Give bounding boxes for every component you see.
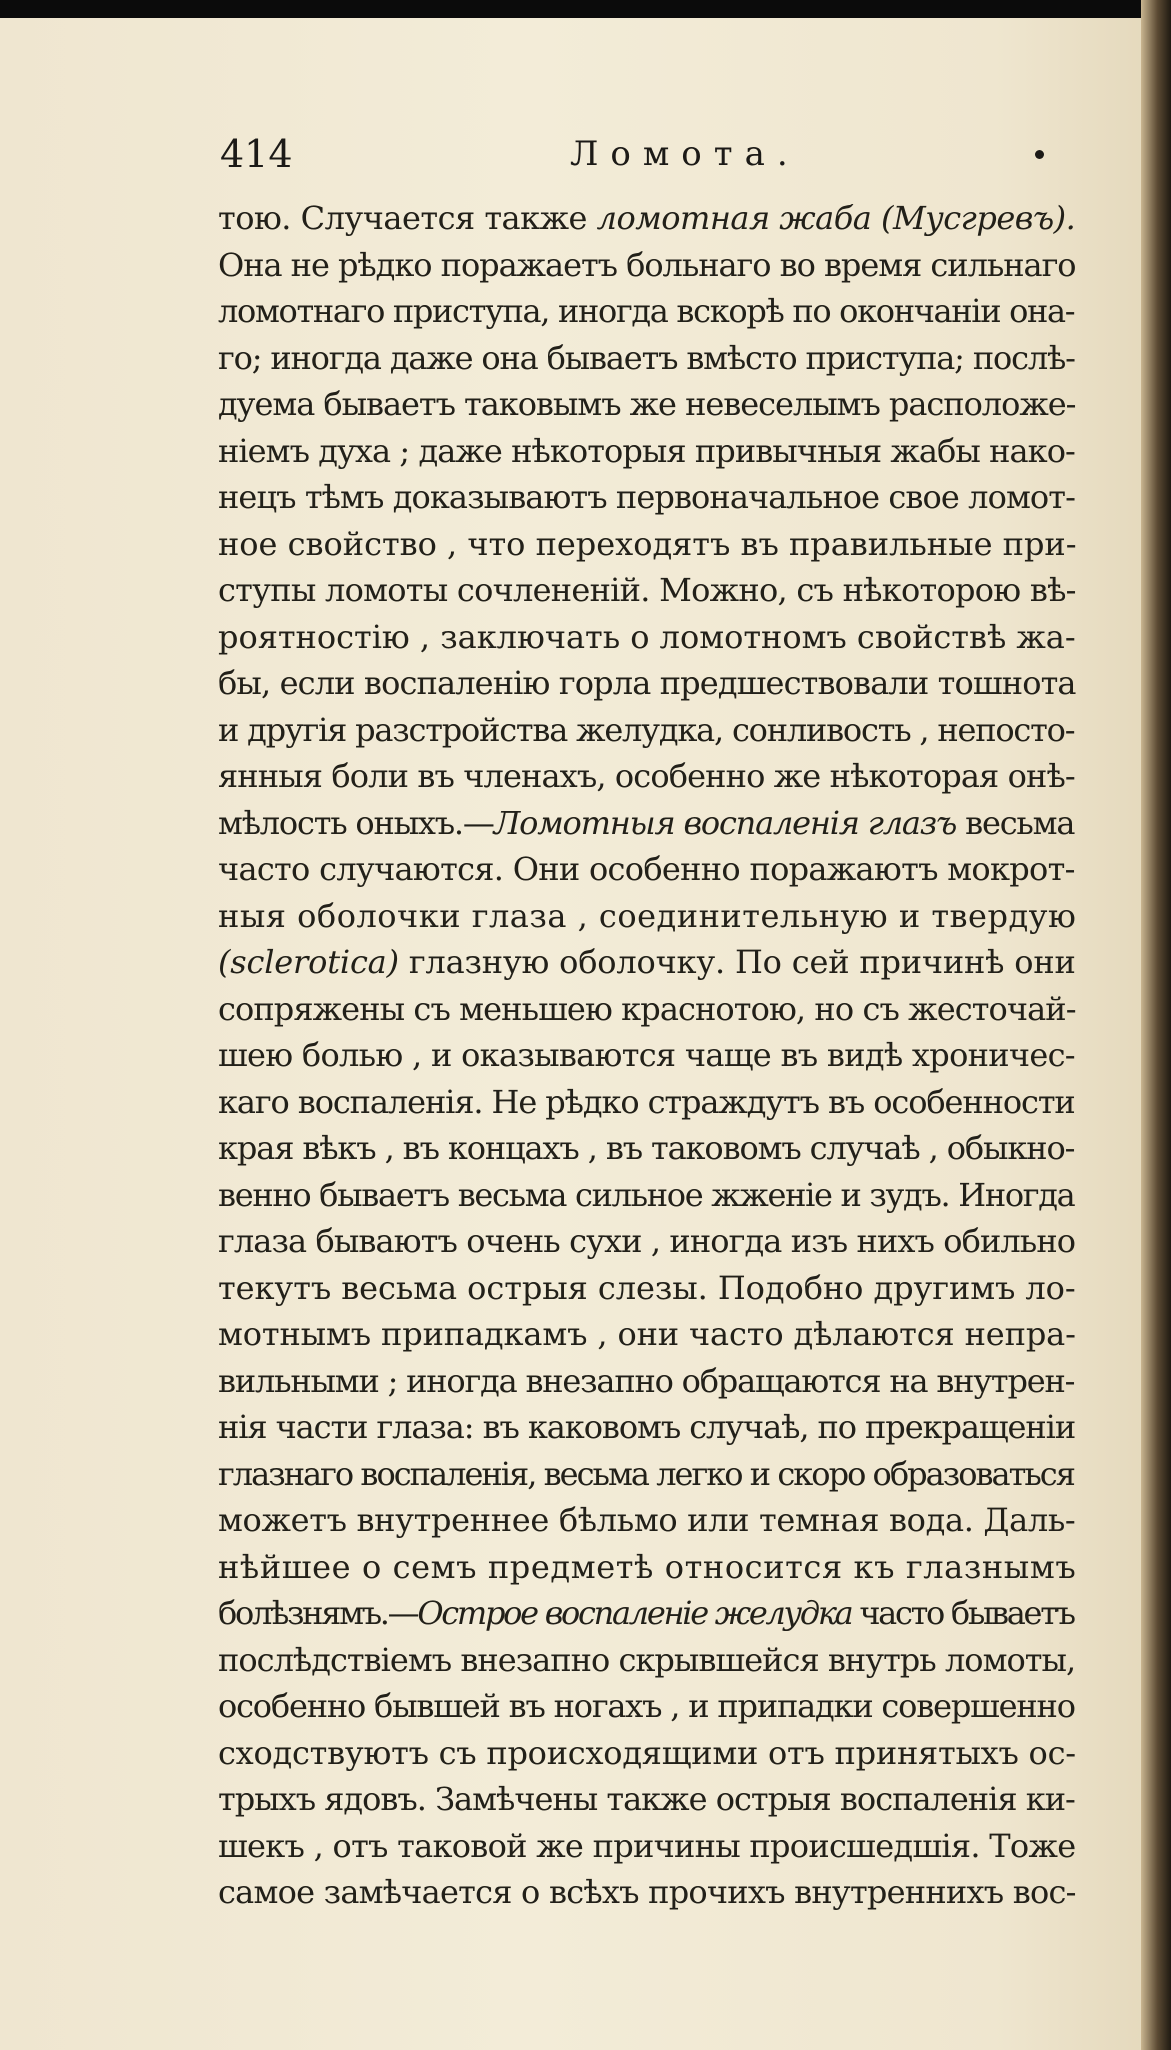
italic-segment: (sclerotica) [218, 943, 399, 981]
text-line [218, 1451, 1098, 1498]
text-segment: каго воспаленія. Не рѣдко страждутъ въ особенности [218, 1082, 1075, 1121]
text-line [218, 1404, 1098, 1451]
text-segment: бы, если воспаленію горла предшествовали тошнота [218, 664, 1076, 702]
body-text [218, 195, 1098, 1916]
text-segment: болѣзнямъ.— [218, 1594, 418, 1632]
text-segment: Она не рѣдко поражаетъ больнаго во время сильнаго [218, 245, 1076, 284]
text-line [218, 1730, 1098, 1777]
page-number: 414 [220, 132, 293, 176]
text-line [218, 1358, 1098, 1405]
text-line [218, 335, 1098, 382]
text-segment: тою. Случается также [218, 199, 597, 237]
text-line [218, 567, 1098, 614]
text-line [218, 381, 1098, 428]
text-segment: сопряжены съ меньшею краснотою, но съ жесточай- [218, 989, 1076, 1028]
text-line [218, 1079, 1098, 1126]
text-segment: глазную оболочку. По сей причинѣ они [398, 943, 1076, 981]
text-line [218, 1172, 1098, 1219]
text-line [218, 1032, 1098, 1079]
text-segment: трыхъ ядовъ. Замѣчены также острыя воспаленія ки- [218, 1780, 1075, 1818]
text-segment: текутъ весьма острыя слезы. Подобно другимъ ло- [218, 1268, 1076, 1307]
text-line [218, 1637, 1098, 1684]
text-segment: весьма [956, 803, 1075, 842]
text-line [218, 753, 1098, 800]
text-segment: ніемъ духа ; даже нѣкоторыя привычныя жабы нако- [218, 431, 1075, 470]
text-line [218, 521, 1098, 568]
text-segment: мѣлость оныхъ.— [218, 803, 494, 842]
text-segment: часто бываетъ [851, 1594, 1074, 1632]
text-segment: сходствуютъ съ происходящими отъ принятыхъ ос- [218, 1733, 1076, 1772]
text-line [218, 428, 1098, 475]
italic-segment: ломотная жаба (Мусгревъ). [596, 199, 1076, 237]
running-title: Ломота. [570, 134, 800, 174]
text-line [218, 1311, 1098, 1358]
italic-segment: Острое воспаленіе желудка [417, 1594, 852, 1632]
text-segment: ломотнаго приступа, иногда вскорѣ по окончаніи она- [218, 292, 1075, 330]
text-segment: венно бываетъ весьма сильное жженіе и зудъ. Иногда [218, 1175, 1075, 1214]
text-segment: янныя боли въ членахъ, особенно же нѣкоторая онѣ- [218, 757, 1075, 795]
text-segment: послѣдствіемъ внезапно скрывшейся внутрь ломоты, [218, 1640, 1076, 1679]
text-segment: особенно бывшей въ ногахъ , и припадки совершенно [218, 1687, 1075, 1725]
text-segment: вильными ; иногда внезапно обращаются на внутрен- [218, 1361, 1075, 1400]
text-segment: ступы ломоты сочлененій. Можно, съ нѣкоторою вѣ- [218, 571, 1076, 609]
text-segment: самое замѣчается о всѣхъ прочихъ внутреннихъ вос- [218, 1873, 1076, 1911]
text-segment: мотнымъ припадкамъ , они часто дѣлаются непра- [218, 1315, 1076, 1353]
text-line [218, 242, 1098, 289]
text-segment: глазнаго воспаленія, весьма легко и скоро образоваться [218, 1454, 1074, 1493]
text-segment: шекъ , отъ таковой же причины происшедшія. Тоже [218, 1826, 1076, 1865]
text-line [218, 1869, 1098, 1916]
text-line [218, 707, 1098, 754]
text-segment: и другія разстройства желудка, сонливость , непосто- [218, 710, 1075, 749]
text-line [218, 1497, 1098, 1544]
text-line [218, 1125, 1098, 1172]
italic-segment: Ломотныя воспаленія глазъ [493, 803, 957, 842]
ornament-dot-icon [1035, 150, 1044, 159]
text-line [218, 195, 1098, 242]
scan-top-border [0, 0, 1171, 18]
text-segment: края вѣкъ , въ концахъ , въ таковомъ случаѣ , обыкно- [218, 1129, 1075, 1167]
text-line [218, 986, 1098, 1033]
text-segment: дуема бываетъ таковымъ же невеселымъ расположе- [218, 385, 1076, 423]
text-line [218, 1218, 1098, 1265]
text-segment: нецъ тѣмъ доказываютъ первоначальное свое ломот- [218, 478, 1075, 516]
text-line [218, 660, 1098, 707]
text-segment: роятностію , заключать о ломотномъ свойствѣ жа- [218, 617, 1076, 656]
book-spine-edge [1141, 0, 1171, 2050]
text-segment: часто случаются. Они особенно поражаютъ мокрот- [218, 850, 1075, 888]
text-segment: го; иногда даже она бываетъ вмѣсто приступа; послѣ- [218, 338, 1075, 377]
text-line [218, 893, 1098, 940]
text-line [218, 1776, 1098, 1823]
text-line [218, 1544, 1098, 1591]
text-segment: глаза бываютъ очень сухи , иногда изъ нихъ обильно [218, 1222, 1076, 1260]
text-segment: можетъ внутреннее бѣльмо или темная вода. Даль- [218, 1501, 1076, 1539]
page-header [210, 132, 1050, 182]
text-segment: ныя оболочки глаза , соединительную и твердую [218, 896, 1077, 935]
text-segment: нѣйшее о семъ предметѣ относится къ глазнымъ [218, 1547, 1077, 1586]
text-line [218, 800, 1098, 847]
text-segment: нія части глаза: въ каковомъ случаѣ, по прекращеніи [218, 1408, 1076, 1446]
text-segment: шею болью , и оказываются чаще въ видѣ хроничес- [218, 1036, 1075, 1074]
text-line [218, 614, 1098, 661]
text-line [218, 288, 1098, 335]
text-line [218, 1683, 1098, 1730]
text-line [218, 939, 1098, 986]
text-line [218, 846, 1098, 893]
text-line [218, 1265, 1098, 1312]
text-line [218, 1590, 1098, 1637]
text-line [218, 1823, 1098, 1870]
text-line [218, 474, 1098, 521]
text-segment: ное свойство , что переходятъ въ правильные при- [218, 524, 1077, 563]
